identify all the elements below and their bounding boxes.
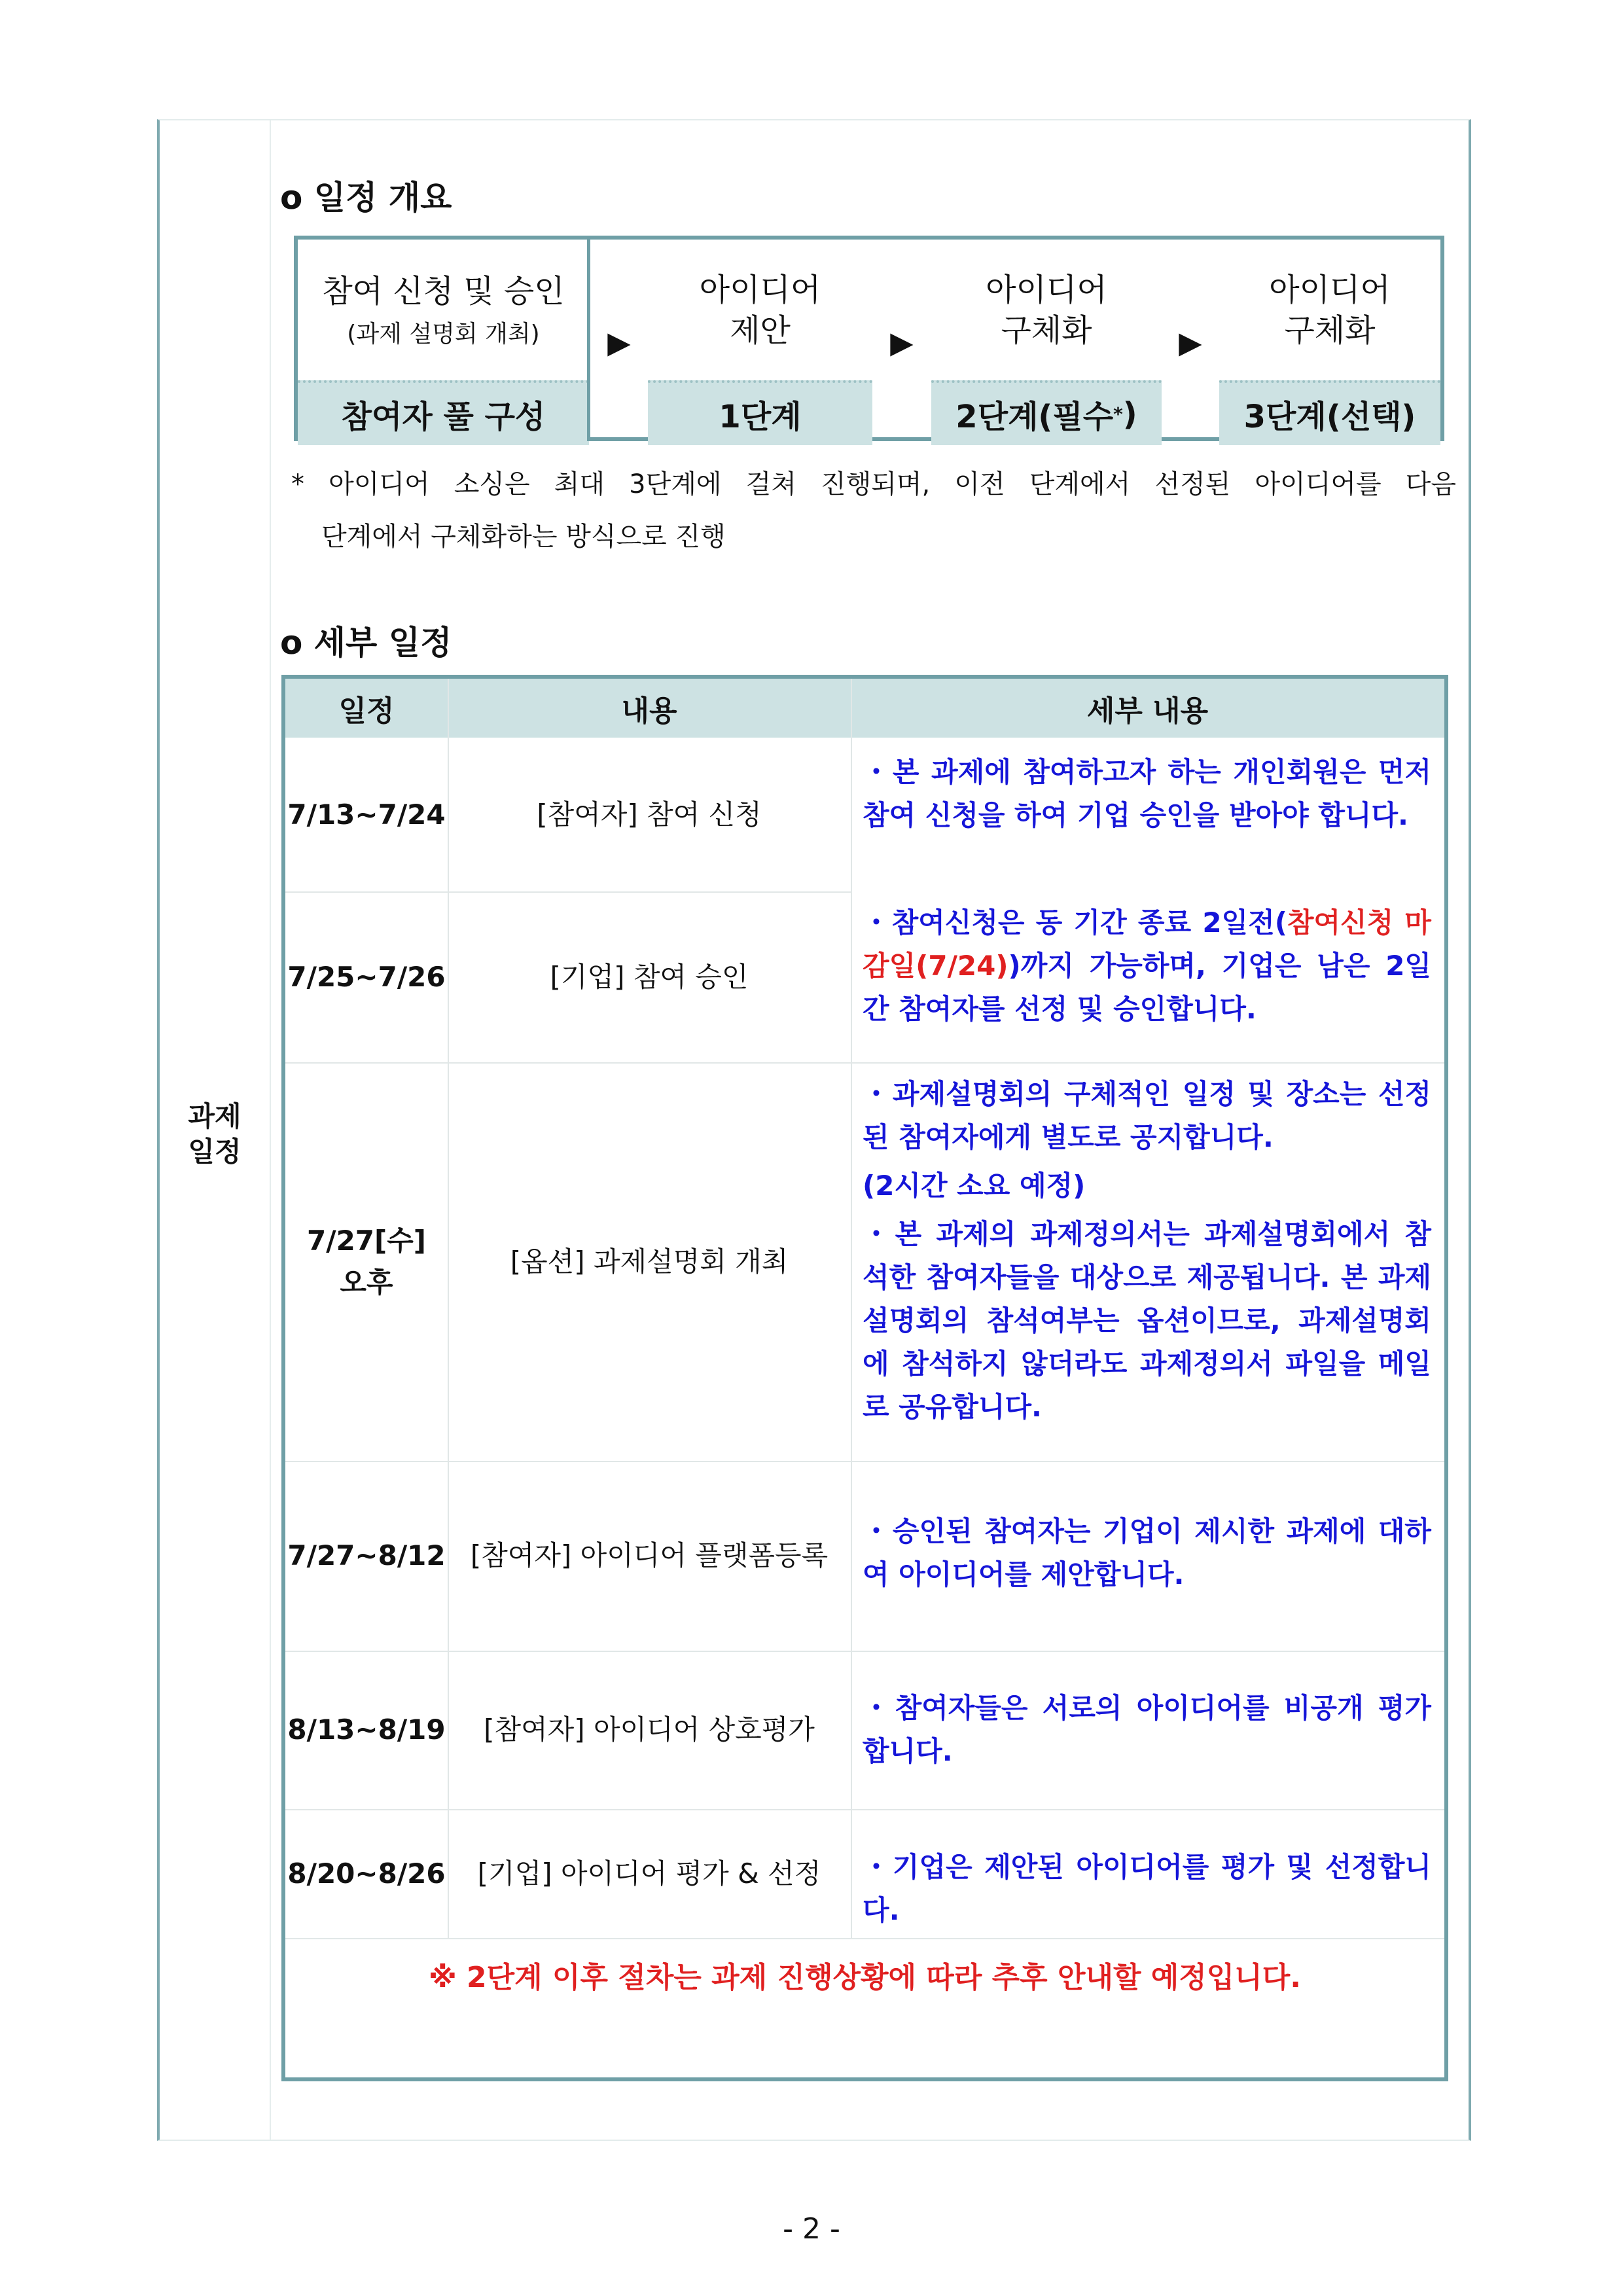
flow-step-subtitle: (과제 설명회 개최) (347, 321, 540, 348)
note-line: 단계에서 구체화하는 방식으로 진행 (321, 522, 726, 552)
flow-step (648, 240, 872, 445)
detail-text-group (863, 1073, 1431, 1429)
column-header-detail: 세부 내용 (851, 679, 1444, 738)
note-line: * 아이디어 소싱은 최대 3단계에 걸쳐 진행되며, 이전 단계에서 선정된 아이디어를 다음 (291, 469, 1456, 499)
flow-stage-label: 참여자 풀 구성 (298, 380, 589, 445)
detail-text-part: ・참여신청은 동 기간 종료 2일전( (863, 906, 1287, 939)
flow-arrow-icon: ▶ (607, 325, 631, 360)
detail-text: ・과제설명회의 구체적인 일정 및 장소는 선정된 참여자에게 별도로 공지합니다. (863, 1078, 1431, 1153)
row-content: [참여자] 참여 신청 (537, 798, 762, 831)
column-header-date: 일정 (285, 679, 448, 738)
row-content: [기업] 참여 승인 (550, 960, 749, 993)
detail-text: ・본 과제에 참여하고자 하는 개인회원은 먼저 참여 신청을 하여 기업 승인을 받아야 합니다. (863, 756, 1431, 831)
section-label-line: 과제 (188, 1100, 241, 1132)
required-mark: * (1113, 403, 1123, 425)
section-label (160, 1099, 270, 1170)
row-date: 7/27[수] 오후 (307, 1224, 426, 1299)
row-content: [참여자] 아이디어 플랫폼등록 (470, 1539, 829, 1571)
row-date: 7/13~7/24 (287, 798, 446, 831)
column-header-content: 내용 (448, 679, 851, 738)
flow-step (1219, 240, 1440, 445)
flow-arrow-icon: ▶ (890, 325, 914, 360)
row-date: 8/20~8/26 (287, 1857, 446, 1890)
detail-text: ・승인된 참여자는 기업이 제시한 과제에 대하여 아이디어를 제안합니다. (863, 1515, 1431, 1590)
grid-line (851, 679, 852, 1938)
detail-text: ・참여자들은 서로의 아이디어를 비공개 평가합니다. (863, 1692, 1431, 1767)
schedule-flow (294, 236, 1444, 441)
deadline-highlight: 참여신청 마감일(7/24) (863, 906, 1431, 982)
section-label-line: 일정 (188, 1136, 241, 1168)
flow-step-title: 아이디어 구체화 (986, 271, 1107, 349)
flow-step-title: 아이디어 제안 (699, 271, 821, 349)
footer-note: ※ 2단계 이후 절차는 과제 진행상황에 따라 추후 안내할 예정입니다. (428, 1961, 1302, 1994)
row-content: [참여자] 아이디어 상호평가 (484, 1713, 815, 1746)
flow-stage-label: 1단계 (648, 380, 872, 445)
row-content: [기업] 아이디어 평가 & 선정 (477, 1857, 821, 1890)
row-date: 8/13~8/19 (287, 1713, 446, 1746)
page-number: - 2 - (783, 2212, 840, 2246)
flow-stage-label (931, 380, 1162, 445)
flow-stage-text: 2단계(필수 (955, 399, 1114, 435)
row-content: [옵션] 과제설명회 개최 (510, 1245, 789, 1278)
schedule-table (281, 675, 1448, 2081)
flow-stage-text-tail: ) (1122, 395, 1137, 433)
overview-note (291, 458, 1456, 563)
detail-text (863, 901, 1431, 1031)
flow-step-title: 참여 신청 및 승인 (322, 273, 565, 310)
row-date: 7/27~8/12 (287, 1539, 446, 1571)
flow-step (931, 240, 1162, 445)
flow-step-title: 아이디어 구체화 (1269, 271, 1391, 349)
detail-heading: o 세부 일정 (280, 624, 452, 662)
flow-step (298, 240, 589, 445)
detail-text: ・본 과제의 과제정의서는 과제설명회에서 참석한 참여자들을 대상으로 제공됩니다. 본 과제설명회의 참석여부는 옵션이므로, 과제설명회에 참석하지 않더라도 과제정의서 파일을 메일로 공유합니다. (863, 1218, 1431, 1423)
overview-heading: o 일정 개요 (280, 179, 452, 217)
detail-text: ・기업은 제안된 아이디어를 평가 및 선정합니다. (863, 1851, 1431, 1926)
flow-arrow-icon: ▶ (1179, 325, 1202, 360)
frame-divider (270, 120, 271, 2140)
flow-stage-label: 3단계(선택) (1219, 380, 1440, 445)
detail-text-part: )까지 가능하며, 기업은 남은 2일간 참여자를 선정 및 승인합니다. (863, 950, 1431, 1025)
detail-text: (2시간 소요 예정) (863, 1170, 1086, 1202)
row-date: 7/25~7/26 (287, 960, 446, 993)
